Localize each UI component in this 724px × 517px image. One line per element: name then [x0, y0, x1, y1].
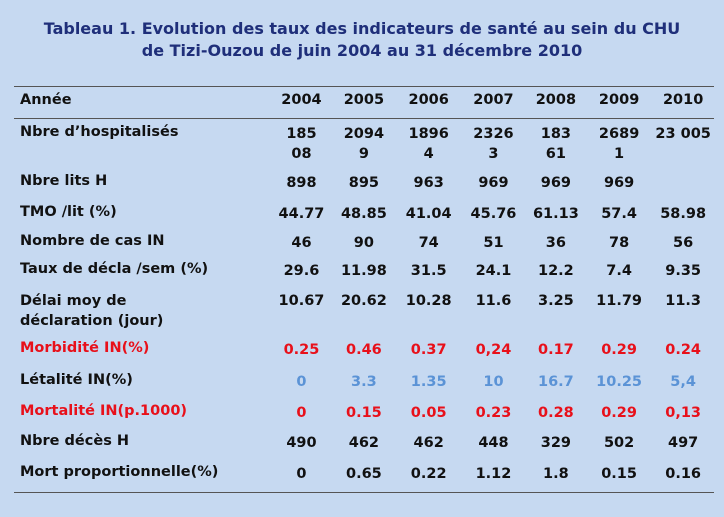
row-label: Nbre d’hospitalisés — [20, 124, 179, 140]
table-cell: 74 — [418, 235, 439, 251]
header-year: 2008 — [535, 92, 577, 108]
table-row — [14, 119, 714, 167]
table-cell: 7.4 — [606, 263, 632, 279]
table-cell: 462 — [348, 435, 380, 451]
table-cell: 969 — [478, 175, 509, 191]
table-cell: 51 — [483, 235, 504, 251]
bottom-rule — [14, 492, 714, 493]
table-cell: 0,24 — [475, 342, 512, 358]
row-label: TMO /lit (%) — [20, 204, 117, 220]
table-cell: 969 — [540, 175, 572, 191]
table-cell: 10 — [483, 374, 504, 390]
table-row — [14, 458, 714, 489]
header-year: 2010 — [662, 92, 704, 108]
table-cell: 16.7 — [537, 374, 574, 390]
table-cell: 963 — [413, 175, 444, 191]
table-cell: 5,4 — [670, 374, 696, 390]
row-label: Nombre de cas IN — [20, 233, 165, 249]
table-cell: 0.15 — [346, 405, 382, 421]
table-cell: 10.28 — [405, 293, 452, 309]
header-row — [14, 88, 714, 119]
row-label: Taux de décla /sem (%) — [20, 261, 209, 277]
row-label: Mort proportionnelle(%) — [20, 464, 219, 480]
table-cell: 3.25 — [537, 293, 574, 309]
row-label: Létalité IN(%) — [20, 372, 133, 388]
table-cell: 0.05 — [410, 405, 447, 421]
table-row — [14, 427, 714, 458]
table-cell: 45.76 — [470, 206, 517, 222]
table-cell: 0.37 — [410, 342, 447, 358]
header-year: 2004 — [281, 92, 322, 108]
table-cell: 0 — [296, 466, 307, 482]
table-cell: 329 — [540, 435, 572, 451]
table-cell: 29.6 — [283, 263, 320, 279]
table-cell: 895 — [348, 175, 380, 191]
table-cell: 20949 — [343, 126, 385, 162]
table-cell: 11.98 — [340, 263, 387, 279]
table-cell: 1.35 — [410, 374, 447, 390]
table-cell: 24.1 — [475, 263, 512, 279]
table-cell: 44.77 — [278, 206, 325, 222]
table-cell: 3.3 — [351, 374, 377, 390]
table-row — [14, 167, 714, 198]
table-cell: 448 — [478, 435, 509, 451]
row-label: Délai moy de déclaration (jour) — [20, 293, 164, 329]
table-cell: 898 — [286, 175, 317, 191]
table-row — [14, 365, 714, 397]
header-year: 2007 — [473, 92, 514, 108]
table-cell: 0,13 — [665, 405, 702, 421]
table-cell: 11.3 — [665, 293, 702, 309]
table-row — [14, 286, 714, 334]
table-cell: 490 — [286, 435, 317, 451]
table-cell: 9.35 — [665, 263, 702, 279]
table-cell: 18508 — [286, 126, 317, 162]
table-cell: 0.22 — [410, 466, 447, 482]
table-cell: 36 — [545, 235, 566, 251]
table-cell: 23 005 — [655, 126, 711, 142]
table-cell: 0.29 — [601, 342, 637, 358]
health-indicators-table — [14, 88, 714, 489]
table-cell: 0.46 — [346, 342, 382, 358]
table-cell: 61.13 — [532, 206, 579, 222]
table-row — [14, 397, 714, 427]
top-rule — [14, 86, 714, 87]
table-cell: 497 — [668, 435, 699, 451]
table-cell: 90 — [353, 235, 374, 251]
table-cell: 1.12 — [475, 466, 512, 482]
header-year: 2006 — [408, 92, 449, 108]
table-cell: 18361 — [540, 126, 572, 162]
row-label: Morbidité IN(%) — [20, 340, 150, 356]
title-line-1: Tableau 1. Evolution des taux des indicateurs de santé au sein du CHU — [43, 19, 681, 38]
header-label: Année — [20, 92, 72, 108]
row-label: Nbre lits H — [20, 173, 108, 189]
table-cell: 462 — [413, 435, 444, 451]
table-cell: 20.62 — [340, 293, 387, 309]
table-cell — [652, 167, 714, 198]
header-year: 2005 — [343, 92, 385, 108]
table-cell: 0.17 — [537, 342, 574, 358]
table-cell: 0.29 — [601, 405, 637, 421]
table-cell: 10.25 — [596, 374, 643, 390]
table-cell: 41.04 — [405, 206, 452, 222]
table-cell: 0.24 — [665, 342, 702, 358]
table-cell: 57.4 — [601, 206, 637, 222]
table-cell: 0.65 — [346, 466, 382, 482]
table-cell: 31.5 — [410, 263, 447, 279]
table-cell: 0.28 — [537, 405, 574, 421]
table-cell: 0.16 — [665, 466, 702, 482]
header-year: 2009 — [598, 92, 640, 108]
table-cell: 58.98 — [660, 206, 707, 222]
table-cell: 1.8 — [543, 466, 569, 482]
row-label: Mortalité IN(p.1000) — [20, 403, 188, 419]
table-cell: 11.79 — [596, 293, 643, 309]
table-cell: 11.6 — [475, 293, 512, 309]
table-cell: 0.23 — [475, 405, 512, 421]
table-cell: 0.25 — [283, 342, 320, 358]
table-title — [0, 18, 724, 62]
table-cell: 23263 — [473, 126, 514, 162]
table-cell: 46 — [291, 235, 312, 251]
table-cell: 10.67 — [278, 293, 325, 309]
title-line-2: de Tizi-Ouzou de juin 2004 au 31 décembre 2010 — [141, 41, 583, 60]
table-cell: 18964 — [408, 126, 449, 162]
table-cell: 12.2 — [537, 263, 574, 279]
table-cell: 56 — [673, 235, 694, 251]
table-cell: 48.85 — [340, 206, 387, 222]
table-cell: 78 — [609, 235, 630, 251]
table-cell: 0.15 — [601, 466, 637, 482]
table-cell: 0 — [296, 405, 307, 421]
table-row — [14, 256, 714, 286]
table-row — [14, 334, 714, 365]
table-cell: 0 — [296, 374, 307, 390]
table-row — [14, 198, 714, 228]
table-cell: 26891 — [598, 126, 640, 162]
table-cell: 502 — [603, 435, 635, 451]
row-label: Nbre décès H — [20, 433, 130, 449]
table-cell: 969 — [603, 175, 635, 191]
table-row — [14, 228, 714, 256]
